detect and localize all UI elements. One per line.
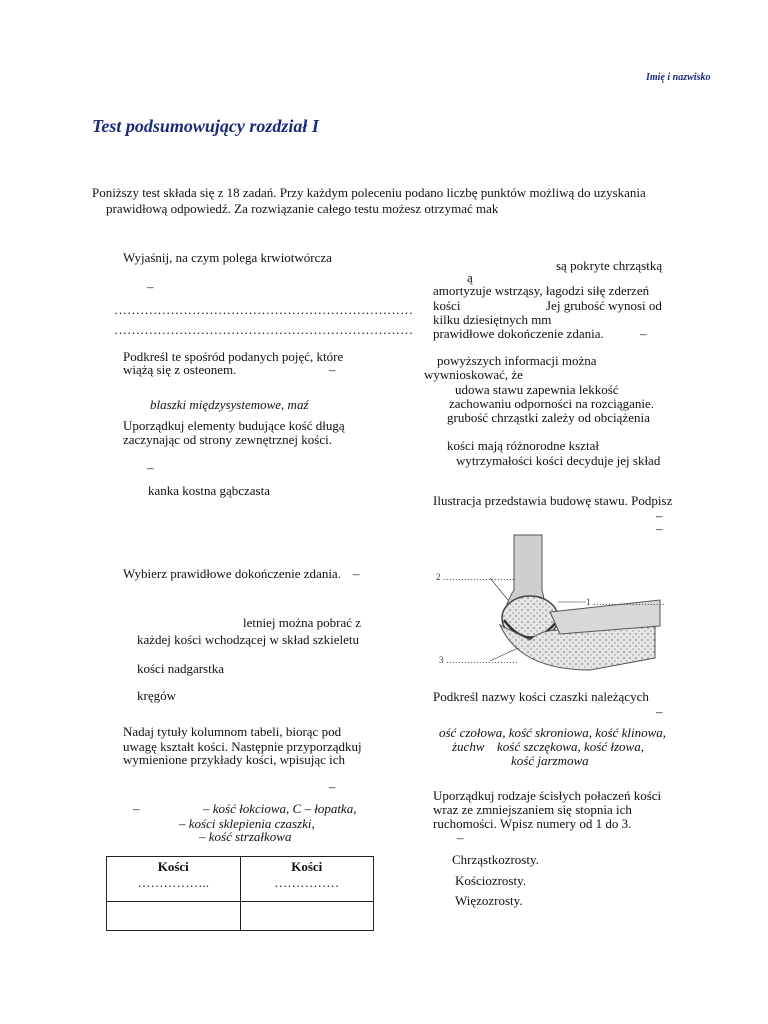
q2-line-2: wiążą się z osteonem. <box>123 362 237 377</box>
page-title: Test podsumowujący rozdział I <box>92 116 319 136</box>
r-skull-bones-3: kość jarzmowa <box>511 753 589 768</box>
q4-line: letniej można pobrać z <box>243 615 362 630</box>
figure-label-2[interactable]: 2 …………………… <box>436 572 515 582</box>
r-option-1a[interactable]: udowa stawu zapewnia lekkość <box>455 382 619 397</box>
col2-header-blank: …………… <box>274 875 340 890</box>
table-answer-cell[interactable] <box>240 902 374 931</box>
table-row <box>107 857 374 902</box>
r-line-4b: Jej grubość wynosi od <box>546 298 662 313</box>
col2-header: Kości <box>291 859 323 874</box>
bone-shape-table <box>106 856 374 931</box>
intro-line-2: prawidłową odpowiedź. Za rozwiązanie całego testu możesz otrzymać mak <box>106 201 499 216</box>
r-skull-bones-2b: kość szczękowa, kość łzowa, <box>497 739 644 754</box>
r-points-4: – <box>656 704 663 719</box>
col1-header-blank: …………….. <box>137 875 209 890</box>
answer-line-2[interactable]: …………………………………………………………… <box>114 322 413 337</box>
q5-line-2: uwagę kształt kości. Następnie przyporządkuj <box>123 739 362 754</box>
r-skull-instruction: Podkreśl nazwy kości czaszki należących <box>433 689 649 704</box>
q1-text: Wyjaśnij, na czym polega krwiotwórcza <box>123 250 332 265</box>
q5-example-dash: – <box>133 801 140 816</box>
figure-label-1[interactable]: 1 …………………… <box>586 597 665 607</box>
q2-line-1: Podkreśl te spośród podanych pojęć, które <box>123 349 344 364</box>
r-joint-instruction: Ilustracja przedstawia budowę stawu. Podpisz <box>433 493 673 508</box>
table-header-cell[interactable] <box>107 857 241 902</box>
table-header-cell[interactable] <box>240 857 374 902</box>
r-joint-type-3[interactable]: Więzozrosty. <box>455 893 523 908</box>
q4-option-2[interactable]: kości nadgarstka <box>137 661 225 676</box>
q5-example-2: – kości sklepienia czaszki, <box>179 816 315 831</box>
q3-points: – <box>147 460 154 475</box>
table-row <box>107 902 374 931</box>
r-option-3[interactable]: kości mają różnorodne kształ <box>447 438 599 453</box>
answer-line-1[interactable]: …………………………………………………………… <box>114 302 413 317</box>
r-joint-type-1[interactable]: Chrząstkozrosty. <box>452 852 539 867</box>
q2-points: – <box>329 362 336 377</box>
r-skull-bones-1: ość czołowa, kość skroniowa, kość klinowa, <box>439 725 666 740</box>
q4-option-1[interactable]: każdej kości wchodzącej w skład szkieletu <box>137 632 359 647</box>
table-answer-cell[interactable] <box>107 902 241 931</box>
col1-header: Kości <box>157 859 189 874</box>
figure-label-3[interactable]: 3 …………………… <box>439 655 518 665</box>
r-option-2[interactable]: grubość chrząstki zależy od obciążenia <box>447 410 650 425</box>
q5-line-3: wymienione przykłady kości, wpisując ich <box>123 752 346 767</box>
q1-points: – <box>147 279 154 294</box>
r-joints-line-3: ruchomości. Wpisz numery od 1 do 3. <box>433 816 632 831</box>
q5-example-1: – kość łokciowa, C – łopatka, <box>203 801 357 816</box>
name-label: Imię i nazwisko <box>646 72 711 83</box>
q4-points: – <box>353 566 360 581</box>
r-line-4a: kości <box>433 298 461 313</box>
r-joints-line-2: wraz ze zmniejszaniem się stopnia ich <box>433 802 632 817</box>
r-points-5: – <box>457 830 464 845</box>
q5-line-1: Nadaj tytuły kolumnom tabeli, biorąc pod <box>123 724 342 739</box>
r-points-3: – <box>656 521 663 536</box>
intro-line-1: Poniższy test składa się z 18 zadań. Przy każdym poleceniu podano liczbę punktów możliwą do uzyskania <box>92 185 646 200</box>
q5-example-3: – kość strzałkowa <box>199 829 292 844</box>
q5-points: – <box>329 779 336 794</box>
r-line-8: wywnioskować, że <box>424 367 523 382</box>
q3-line-2: zaczynając od strony zewnętrznej kości. <box>123 432 332 447</box>
r-joints-line-1: Uporządkuj rodzaje ścisłych połaczeń kości <box>433 788 662 803</box>
q4-text: Wybierz prawidłowe dokończenie zdania. <box>123 566 341 581</box>
r-points-2: – <box>656 508 663 523</box>
q3-line-1: Uporządkuj elementy budujące kość długą <box>123 418 345 433</box>
r-points-1: – <box>640 326 647 341</box>
r-line-5: kilku dziesiętnych mm <box>433 312 552 327</box>
r-line-7: powyższych informacji można <box>437 353 597 368</box>
r-line-6: prawidłowe dokończenie zdania. <box>433 326 604 341</box>
q2-terms: blaszki międzysystemowe, maź <box>150 397 309 412</box>
r-joint-type-2[interactable]: Kościozrosty. <box>455 873 527 888</box>
r-line-2: ą <box>467 270 473 285</box>
r-option-1b: zachowaniu odporności na rozciąganie. <box>449 396 655 411</box>
r-line-1: są pokryte chrząstką <box>556 258 663 273</box>
q3-item: kanka kostna gąbczasta <box>148 483 271 498</box>
r-option-4[interactable]: wytrzymałości kości decyduje jej skład <box>456 453 661 468</box>
r-skull-bones-2a: żuchw <box>452 739 485 754</box>
r-line-3: amortyzuje wstrząsy, łagodzi siłę zderzeń <box>433 283 650 298</box>
q4-option-3[interactable]: kręgów <box>137 688 176 703</box>
